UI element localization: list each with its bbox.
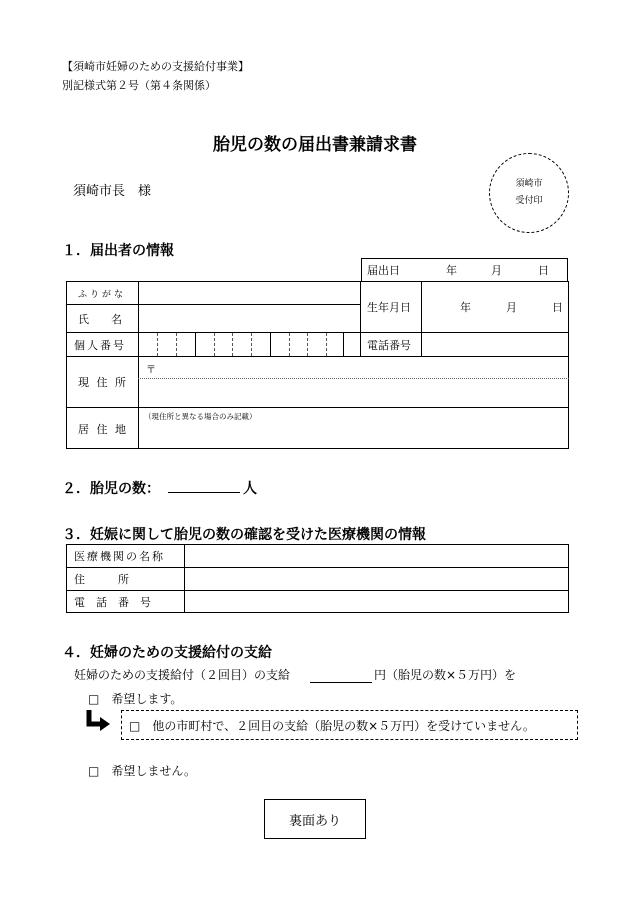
institution-address-label: 住 所 <box>74 573 129 586</box>
sub-condition-checkbox[interactable]: □ 他の市町村で、２回目の支給（胎児の数×５万円）を受けていません。 <box>129 719 535 733</box>
fetus-count-unit: 人 <box>243 481 257 497</box>
birth-day-unit: 日 <box>552 301 563 314</box>
applicant-info-table <box>66 281 569 449</box>
project-name: 【須崎市妊婦のための支援給付事業】 <box>62 60 249 73</box>
payment-text-before: 妊婦のための支援給付（２回目）の支給 <box>74 668 291 682</box>
residence-note: （現住所と異なる場合のみ記載） <box>144 411 257 421</box>
institution-name-label: 医療機関の名称 <box>74 550 165 563</box>
filing-month-unit: 月 <box>491 264 502 277</box>
birth-year-unit: 年 <box>460 301 471 314</box>
postal-mark: 〒 <box>146 364 156 376</box>
payment-amount-blank <box>310 682 372 683</box>
filing-date-label: 届出日 <box>367 264 400 277</box>
residence-label: 居 住 地 <box>78 422 128 436</box>
section1-heading: １．届出者の情報 <box>62 243 174 259</box>
section3-heading: ３．妊娠に関して胎児の数の確認を受けた医療機関の情報 <box>62 527 426 543</box>
addressee: 須崎市長 様 <box>73 184 152 199</box>
back-side-note: 裏面あり <box>264 799 366 839</box>
stamp-line1: 須崎市 <box>515 179 543 189</box>
fetus-count-blank <box>168 492 240 493</box>
section4-heading: ４．妊婦のための支援給付の支給 <box>62 645 272 661</box>
mynumber-label: 個人番号 <box>74 338 126 352</box>
section2-heading: ２．胎児の数： <box>62 481 160 497</box>
form-number: 別記様式第２号（第４条関係） <box>62 79 216 92</box>
reception-stamp-area <box>489 153 569 233</box>
furigana-label: ふりがな <box>77 289 126 300</box>
turn-right-arrow-icon <box>86 709 116 733</box>
option-no-wish-checkbox[interactable]: □ 希望しません。 <box>88 764 197 778</box>
document-title: 胎児の数の届出書兼請求書 <box>213 135 417 155</box>
stamp-line2: 受付印 <box>515 196 543 206</box>
option-wish-checkbox[interactable]: □ 希望します。 <box>88 692 183 706</box>
name-label: 氏 名 <box>78 312 122 326</box>
birthdate-label: 生年月日 <box>367 301 411 314</box>
phone-label: 電話番号 <box>367 338 411 352</box>
payment-text-after: 円（胎児の数×５万円）を <box>374 668 517 682</box>
filing-day-unit: 日 <box>538 264 549 277</box>
birth-month-unit: 月 <box>506 301 517 314</box>
institution-phone-label: 電 話 番 号 <box>74 596 151 609</box>
filing-year-unit: 年 <box>446 264 457 277</box>
address-label: 現 住 所 <box>78 376 128 389</box>
